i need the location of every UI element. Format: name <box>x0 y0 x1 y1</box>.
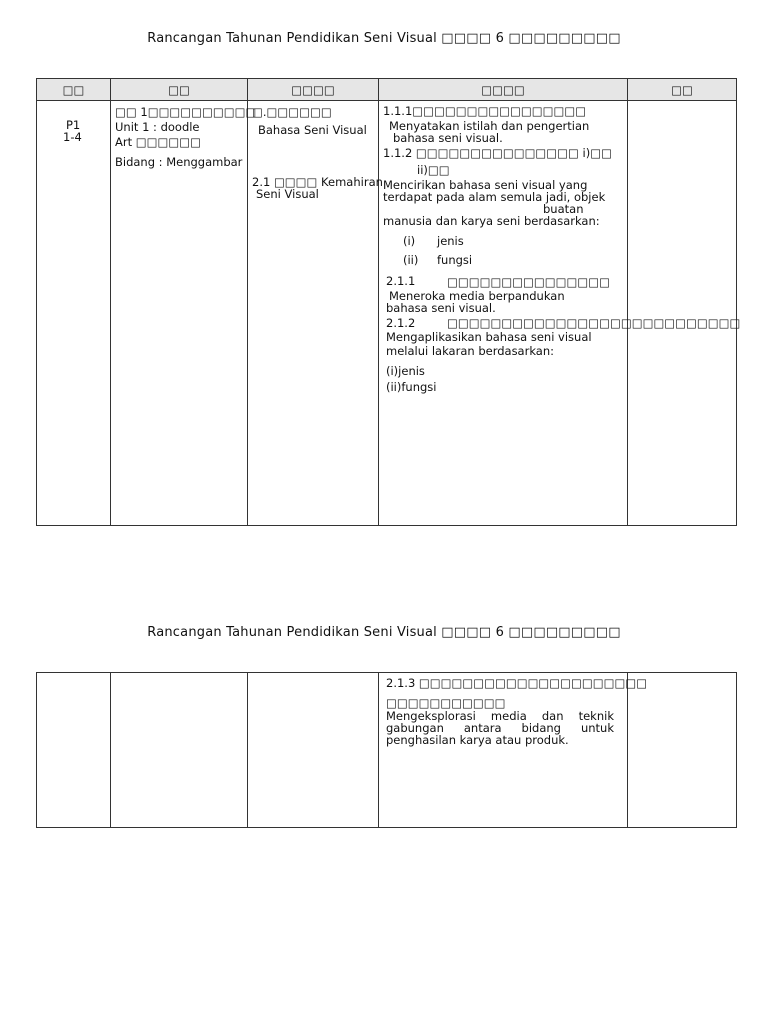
yearly-plan-table <box>36 672 737 828</box>
standard-name: Bahasa Seni Visual <box>258 123 367 137</box>
objective-text: □□□□□□□□□□□□□□□□□□□□□□□□□□□ <box>447 316 741 330</box>
unit-cell <box>111 101 257 526</box>
table-row <box>37 101 737 526</box>
objective-text: Mengaplikasikan bahasa seni visual <box>386 330 592 344</box>
header-objectives: □□□□ <box>379 79 628 101</box>
unit-art: Art □□□□□□ <box>115 135 201 149</box>
standard-skill: 2.1 □□□□ Kemahiran <box>252 175 383 189</box>
standard-heading: □.□□□□□□ <box>252 105 332 119</box>
objective-text: bahasa seni visual. <box>386 301 496 315</box>
objective-text: terdapat pada alam semula jadi, objek <box>383 190 606 204</box>
standard-cell <box>248 101 383 526</box>
standard-cell <box>248 673 379 828</box>
header-notes: □□ <box>628 79 737 101</box>
header-unit: □□ <box>111 79 248 101</box>
unit-heading: □□ 1□□□□□□□□□□ <box>115 105 257 119</box>
objective-text: (ii)fungsi <box>386 380 437 394</box>
page-title: Rancangan Tahunan Pendidikan Seni Visual □□□□ 6 □□□□□□□□□ <box>147 31 621 46</box>
list-marker: (ii) <box>403 253 419 267</box>
unit-field: Bidang : Menggambar <box>115 155 243 169</box>
objective-code: 2.1.1 <box>386 274 416 288</box>
notes-cell <box>628 673 737 828</box>
objective-text: (i)jenis <box>386 364 425 378</box>
objective-text: melalui lakaran berdasarkan: <box>386 344 555 358</box>
objective-text: 1.1.1□□□□□□□□□□□□□□□□ <box>383 104 587 118</box>
notes-cell <box>628 101 737 526</box>
objective-text: manusia dan karya seni berdasarkan: <box>383 214 600 228</box>
objective-text: Menyatakan istilah dan pengertian <box>389 119 590 133</box>
unit-cell <box>111 673 248 828</box>
objective-text: bahasa seni visual. <box>393 131 503 145</box>
standard-skill-cont: Seni Visual <box>256 187 319 201</box>
week-cell <box>37 673 111 828</box>
table-header-row <box>37 79 737 101</box>
page-title: Rancangan Tahunan Pendidikan Seni Visual □□□□ 6 □□□□□□□□□ <box>147 625 621 640</box>
header-standard: □□□□ <box>248 79 379 101</box>
objective-text: Mencirikan bahasa seni visual yang <box>383 178 588 192</box>
objective-code: 2.1.2 <box>386 316 416 330</box>
objective-text: jenis <box>437 234 464 248</box>
objectives-cell <box>379 673 648 828</box>
objective-text: 1.1.2 □□□□□□□□□□□□□□□ i)□□ <box>383 146 612 160</box>
yearly-plan-table <box>36 78 741 526</box>
objective-text: buatan <box>543 202 584 216</box>
objective-text: Meneroka media berpandukan <box>389 289 565 303</box>
week-label: P1 <box>66 118 81 132</box>
table-row <box>37 673 737 828</box>
objective-text: Mengeksplorasi media dan teknik <box>386 709 614 723</box>
objective-text: fungsi <box>437 253 473 267</box>
unit-name: Unit 1 : doodle <box>115 120 200 134</box>
objective-text: penghasilan karya atau produk. <box>386 733 569 747</box>
header-week: □□ <box>37 79 111 101</box>
objective-text: 2.1.3 □□□□□□□□□□□□□□□□□□□□□ <box>386 676 648 690</box>
objective-text: ii)□□ <box>417 163 450 177</box>
objective-text: □□□□□□□□□□□□□□□ <box>447 275 610 289</box>
objective-text: gabungan antara bidang untuk <box>386 721 614 735</box>
objectives-cell <box>379 101 741 526</box>
week-cell <box>37 101 111 526</box>
objective-text: □□□□□□□□□□□ <box>386 696 506 710</box>
list-marker: (i) <box>403 234 416 248</box>
week-range: 1-4 <box>63 130 82 144</box>
